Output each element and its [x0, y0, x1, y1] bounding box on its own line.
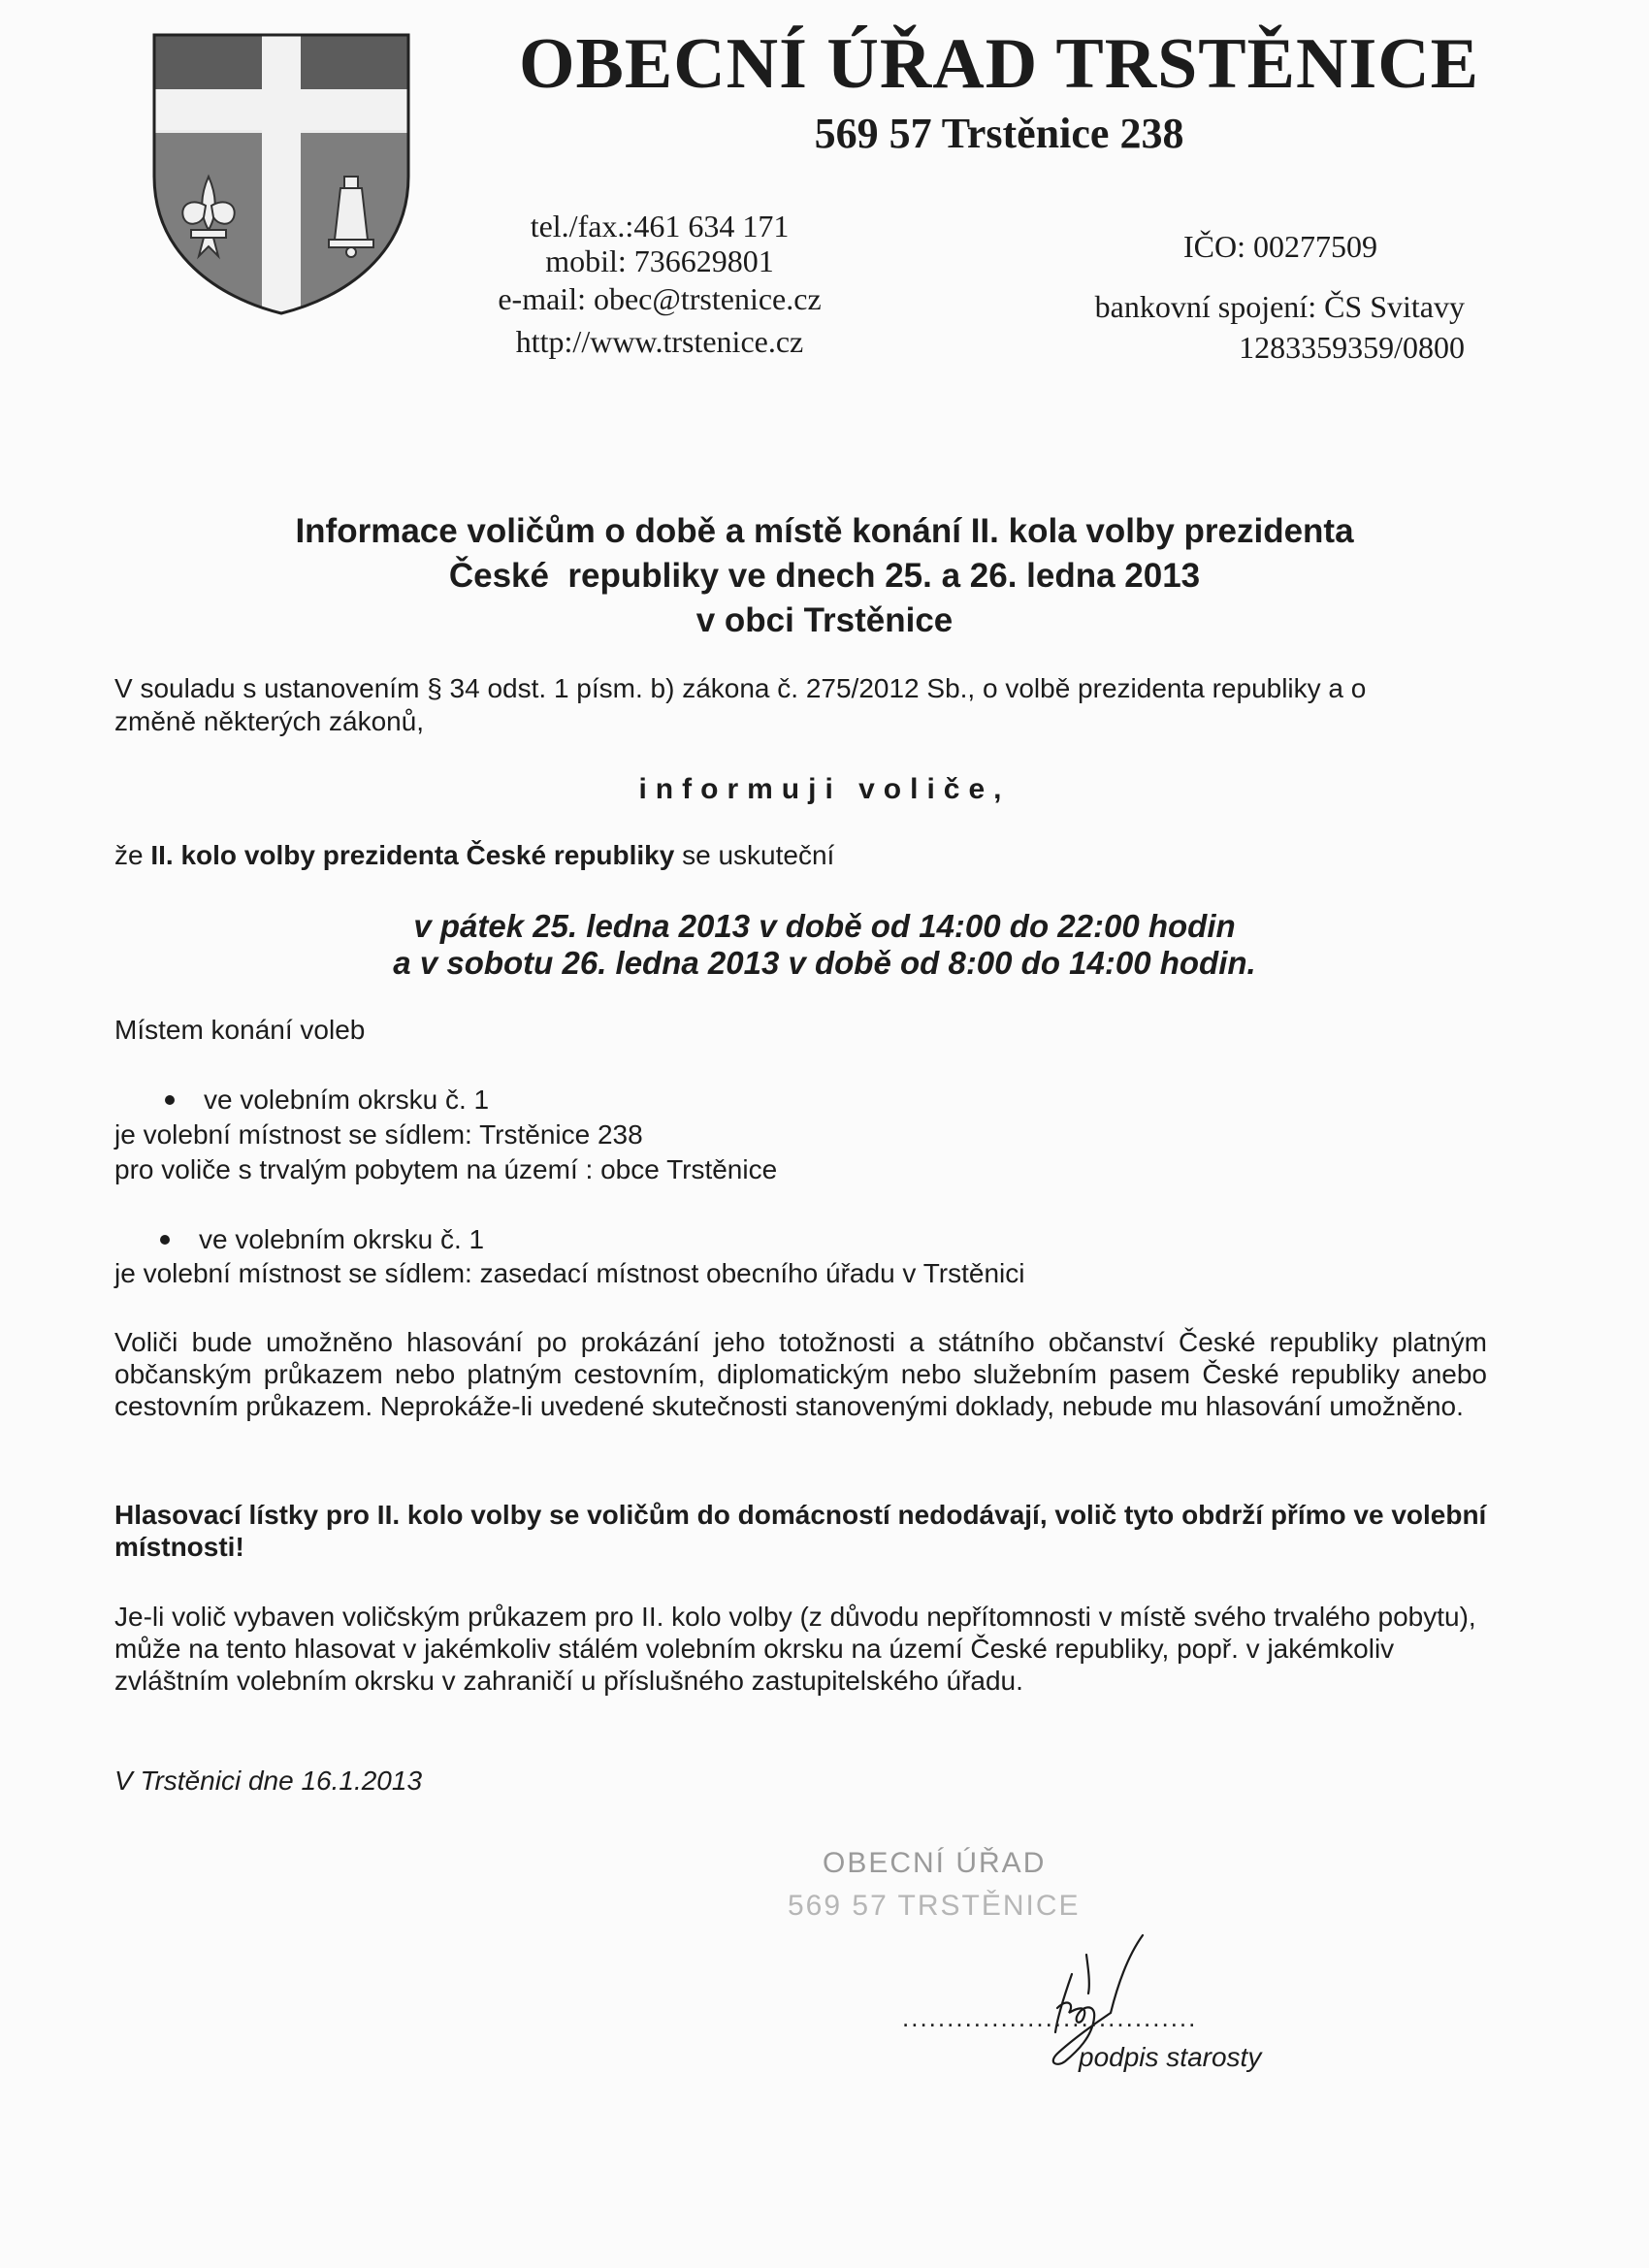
- announcement-bold: II. kolo volby prezidenta České republiky: [150, 840, 675, 870]
- legal-basis-line-2: změně některých zákonů,: [114, 706, 425, 736]
- coat-of-arms-icon: [150, 31, 412, 317]
- ico-number: IČO: 00277509: [1183, 229, 1377, 264]
- bullet-icon: [160, 1235, 170, 1245]
- office-title: OBECNÍ ÚŘAD TRSTĚNICE: [518, 24, 1480, 104]
- website: http://www.trstenice.cz: [515, 324, 804, 359]
- stamp-line-2: 569 57 TRSTĚNICE: [788, 1890, 1081, 1922]
- bank-connection: bankovní spojení: ČS Svitavy: [1094, 289, 1465, 324]
- heading-line-3: v obci Trstěnice: [695, 601, 954, 639]
- email-address: e-mail: obec@trstenice.cz: [498, 281, 822, 316]
- signature-label: podpis starosty: [1079, 2042, 1262, 2072]
- announcement-suffix: se uskuteční: [674, 840, 835, 870]
- inform-voters: informuji voliče,: [638, 773, 1011, 805]
- signed-date: V Trstěnici dne 16.1.2013: [114, 1766, 423, 1796]
- announcement-prefix: že: [114, 840, 151, 870]
- tel-fax: tel./fax.:461 634 171: [530, 209, 790, 243]
- place-intro: Místem konání voleb: [114, 1015, 366, 1045]
- voter-card-notice: Je-li volič vybaven voličským průkazem pro II. kolo volby (z důvodu nepřítomnosti v místě svého trvalého pobytu), může na tento hlasovat v jakémkoliv stálém volebním okrsku na území České republiky, popř. v jakémkoliv zvláštním volebním okrsku v zahraničí u příslušného zastupitelského úřadu.: [114, 1602, 1476, 1696]
- district-2-label: ve volebním okrsku č. 1: [199, 1224, 485, 1254]
- district-1-voters: pro voliče s trvalým pobytem na území : obce Trstěnice: [114, 1154, 778, 1184]
- district-1-room: je volební místnost se sídlem: Trstěnice 238: [114, 1119, 643, 1150]
- bullet-icon: [165, 1095, 175, 1105]
- signature-line: .................................: [902, 2003, 1198, 2032]
- district-2-room: je volební místnost se sídlem: zasedací místnost obecního úřadu v Trstěnici: [114, 1258, 1025, 1288]
- date-friday: v pátek 25. ledna 2013 v době od 14:00 do 22:00 hodin: [413, 908, 1236, 944]
- mobile-phone: mobil: 736629801: [545, 243, 774, 278]
- date-saturday: a v sobotu 26. ledna 2013 v době od 8:00 do 14:00 hodin.: [393, 945, 1256, 981]
- ballots-notice: Hlasovací lístky pro II. kolo volby se voličům do domácností nedodávají, volič tyto obdrží přímo ve volební místnosti!: [114, 1500, 1487, 1562]
- district-1-label: ve volebním okrsku č. 1: [204, 1085, 490, 1115]
- office-address: 569 57 Trstěnice 238: [814, 110, 1184, 157]
- identity-requirements: Voliči bude umožněno hlasování po prokázání jeho totožnosti a státního občanství České republiky platným občanským průkazem nebo platným cestovním, diplomatickým nebo služebním pasem České republiky anebo cestovním průkazem. Neprokáže-li uvedené skutečnosti stanovenými doklady, nebude mu hlasování umožněno.: [114, 1327, 1487, 1421]
- district-1-bullet: [165, 1085, 489, 1116]
- legal-basis-line-1: V souladu s ustanovením § 34 odst. 1 písm. b) zákona č. 275/2012 Sb., o volbě prezidenta republiky a o: [114, 673, 1367, 703]
- bank-account: 1283359359/0800: [1239, 330, 1465, 365]
- heading-line-1: Informace voličům o době a místě konání II. kola volby prezidenta: [295, 512, 1354, 550]
- stamp-line-1: OBECNÍ ÚŘAD: [823, 1847, 1047, 1879]
- heading-line-2: České republiky ve dnech 25. a 26. ledna 2013: [448, 557, 1201, 595]
- election-announcement: [114, 840, 834, 871]
- district-2-bullet: [160, 1224, 484, 1255]
